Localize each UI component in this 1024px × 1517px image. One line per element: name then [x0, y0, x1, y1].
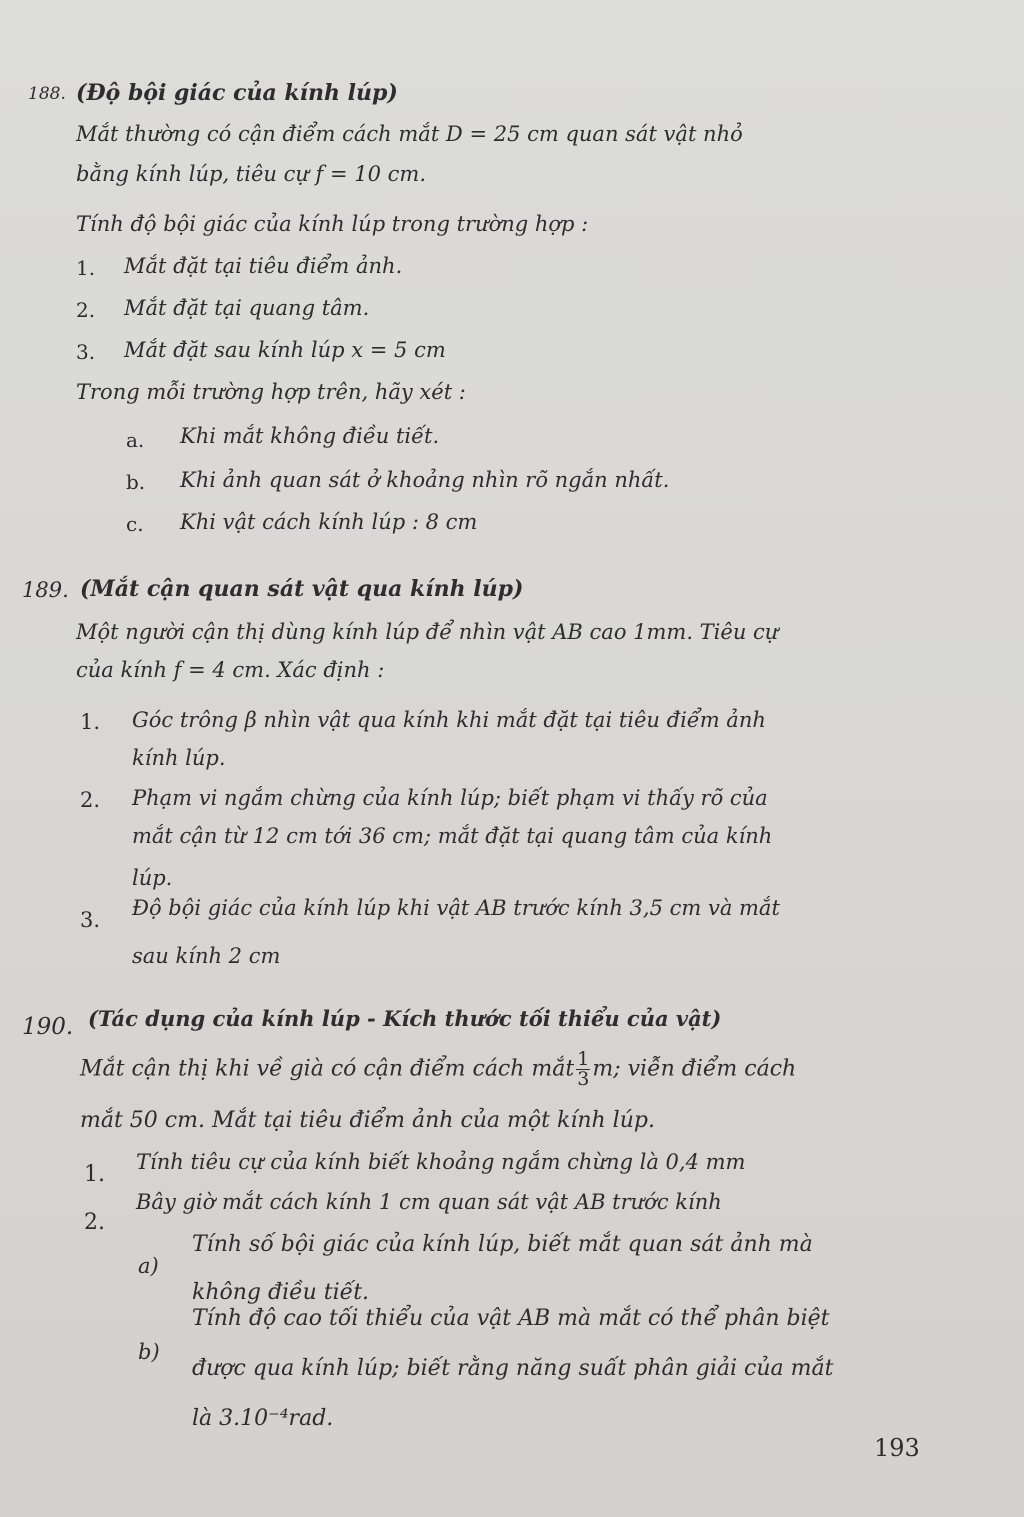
subitem-text-line2: không điều tiết.	[192, 1280, 370, 1305]
item-text-line3: lúp.	[132, 866, 173, 890]
item-text-line1: Phạm vi ngắm chừng của kính lúp; biết phạm vi thấy rõ của	[132, 786, 768, 810]
problem-188-intro-line1: Mắt thường có cận điểm cách mắt D = 25 cm quan sát vật nhỏ	[76, 122, 743, 146]
subitem-letter: b)	[138, 1340, 160, 1364]
problem-189-number: 189.	[22, 578, 69, 602]
item-text-line2: kính lúp.	[132, 746, 226, 770]
item-number: 1.	[80, 710, 101, 734]
page-number: 193	[874, 1434, 920, 1462]
problem-190-intro-part1: Mắt cận thị khi về già có cận điểm cách mắt	[80, 1056, 575, 1082]
item-text-line1: Góc trông β nhìn vật qua kính khi mắt đặt tại tiêu điểm ảnh	[132, 708, 766, 732]
item-number: 2.	[84, 1210, 105, 1235]
subitem-text-line2: được qua kính lúp; biết rằng năng suất phân giải của mắt	[192, 1356, 834, 1381]
problem-190-number: 190.	[22, 1014, 74, 1040]
subitem-text-line3: là 3.10⁻⁴rad.	[192, 1406, 334, 1431]
problem-189-intro-line1: Một người cận thị dùng kính lúp để nhìn vật AB cao 1mm. Tiêu cự	[76, 620, 779, 644]
item-number: 3.	[80, 908, 101, 932]
problem-188-consider: Trong mỗi trường hợp trên, hãy xét :	[76, 380, 466, 404]
subitem-text: Khi mắt không điều tiết.	[180, 424, 440, 448]
item-number: 3.	[76, 340, 96, 364]
problem-188-title: (Độ bội giác của kính lúp)	[76, 80, 398, 106]
item-number: 1.	[76, 256, 96, 280]
problem-190-title: (Tác dụng của kính lúp - Kích thước tối thiểu của vật)	[88, 1006, 722, 1031]
item-text-line2: mắt cận từ 12 cm tới 36 cm; mắt đặt tại quang tâm của kính	[132, 824, 773, 848]
subitem-letter: a)	[138, 1254, 159, 1278]
fraction-numerator: 1	[577, 1048, 590, 1070]
item-text: Mắt đặt tại quang tâm.	[124, 296, 370, 320]
problem-188-question: Tính độ bội giác của kính lúp trong trường hợp :	[76, 212, 589, 236]
item-text: Mắt đặt tại tiêu điểm ảnh.	[124, 254, 403, 278]
item-text-line1: Độ bội giác của kính lúp khi vật AB trước kính 3,5 cm và mắt	[132, 896, 780, 920]
subitem-text: Khi vật cách kính lúp : 8 cm	[180, 510, 478, 534]
problem-190-intro-line2: mắt 50 cm. Mắt tại tiêu điểm ảnh của một kính lúp.	[80, 1108, 655, 1133]
item-number: 2.	[80, 788, 101, 812]
problem-188-intro-line2: bằng kính lúp, tiêu cự f = 10 cm.	[76, 162, 427, 186]
subitem-text-line1: Tính độ cao tối thiểu của vật AB mà mắt có thể phân biệt	[192, 1306, 830, 1331]
item-text-line2: sau kính 2 cm	[132, 944, 281, 968]
item-text: Tính tiêu cự của kính biết khoảng ngắm chừng là 0,4 mm	[136, 1150, 746, 1174]
item-text: Bây giờ mắt cách kính 1 cm quan sát vật AB trước kính	[136, 1190, 722, 1214]
problem-189-intro-line2: của kính f = 4 cm. Xác định :	[76, 658, 385, 682]
subitem-letter: c.	[126, 512, 144, 536]
item-number: 2.	[76, 298, 96, 322]
fraction-denominator: 3	[577, 1068, 590, 1090]
problem-188-number: 188.	[28, 84, 66, 104]
problem-189-title: (Mắt cận quan sát vật qua kính lúp)	[80, 576, 524, 602]
item-number: 1.	[84, 1162, 105, 1187]
subitem-letter: a.	[126, 428, 145, 452]
subitem-text-line1: Tính số bội giác của kính lúp, biết mắt quan sát ảnh mà	[192, 1232, 813, 1257]
problem-190-intro-line1	[80, 1050, 796, 1089]
subitem-text: Khi ảnh quan sát ở khoảng nhìn rõ ngắn nhất.	[180, 468, 670, 492]
fraction-one-third	[576, 1050, 590, 1089]
subitem-letter: b.	[126, 470, 146, 494]
item-text: Mắt đặt sau kính lúp x = 5 cm	[124, 338, 446, 362]
problem-190-intro-part2: m; viễn điểm cách	[592, 1056, 797, 1082]
